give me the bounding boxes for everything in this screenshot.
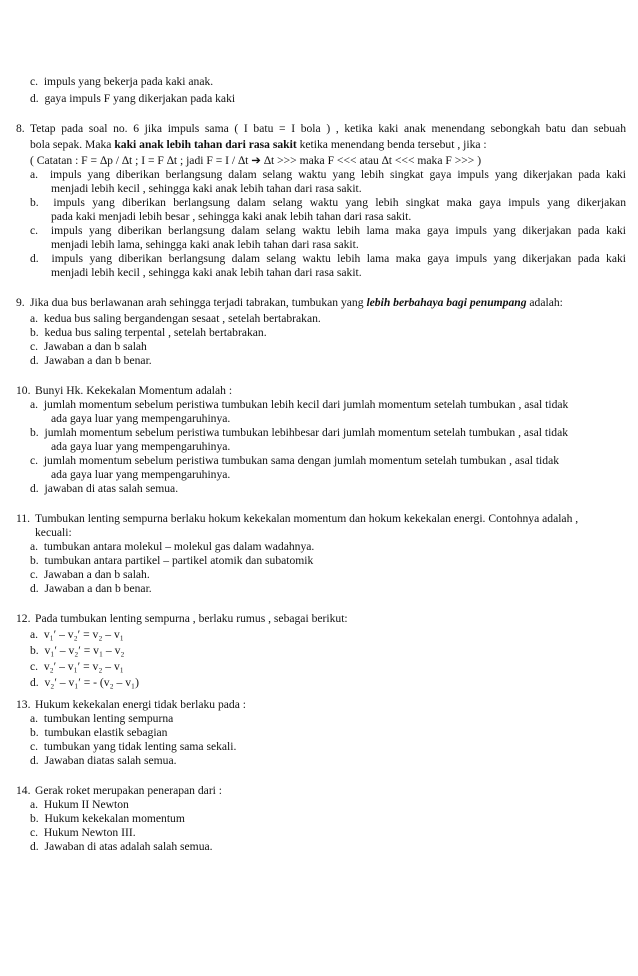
q8-option-b-cont: pada kaki menjadi lebih besar , sehingga kaki anak lebih tahan dari rasa sakit. [51, 210, 412, 223]
q10-stem: Bunyi Hk. Kekekalan Momentum adalah : [35, 384, 233, 397]
q10-option-b: b. jumlah momentum sebelum peristiwa tumbukan lebihbesar dari jumlah momentum setelah tumbukan , asal tidak [30, 426, 569, 439]
q12-option-a: a. v₁′ – v₂′ = v₂ – v₁ [30, 628, 124, 641]
q8-note: ( Catatan : F = ∆p / ∆t ; I = F ∆t ; jadi F = I / ∆t ➔ ∆t >>> maka F <<< atau ∆t <<< maka F >>> ) [30, 154, 482, 167]
q8-option-a: a. impuls yang diberikan berlangsung dalam selang waktu yang lebih singkat gaya impuls yang dikerjakan pada kaki [30, 168, 626, 181]
q8-option-c-cont: menjadi lebih lama, sehingga kaki anak lebih tahan dari rasa sakit. [51, 238, 359, 251]
q8-number: 8. [16, 122, 25, 135]
q11-option-d: d. Jawaban a dan b benar. [30, 582, 152, 595]
q13-option-d: d. Jawaban diatas salah semua. [30, 754, 177, 767]
q8-option-a-cont: menjadi lebih kecil , sehingga kaki anak lebih tahan dari rasa sakit. [51, 182, 362, 195]
q9-option-c: c. Jawaban a dan b salah [30, 340, 147, 353]
q14-number: 14. [16, 784, 31, 797]
q8-stem-line2: bola sepak. Maka kaki anak lebih tahan dari rasa sakit ketika menendang benda tersebut , jika : [30, 138, 487, 151]
q8-option-c: c. impuls yang diberikan berlangsung dalam selang waktu lebih lama maka gaya impuls yang dikerjakan pada kaki [30, 224, 626, 237]
q8-option-b: b. impuls yang diberikan berlangsung dalam selang waktu yang lebih singkat maka gaya impuls yang dikerjakan [30, 196, 626, 209]
q8-option-d-cont: menjadi lebih kecil , sehingga kaki anak lebih tahan dari rasa sakit. [51, 266, 362, 279]
q11-stem-line1: Tumbukan lenting sempurna berlaku hokum kekekalan momentum dan hokum kekekalan energi. Contohnya adalah , [35, 512, 579, 525]
q10-option-a-cont: ada gaya luar yang mempengaruhinya. [51, 412, 231, 425]
q10-option-c: c. jumlah momentum sebelum peristiwa tumbukan sama dengan jumlah momentum setelah tumbukan , asal tidak [30, 454, 560, 467]
q8-emphasis: kaki anak lebih tahan dari rasa sakit [114, 138, 297, 151]
q11-stem-line2: kecuali: [35, 526, 72, 539]
q11-option-b: b. tumbukan antara partikel – partikel atomik dan subatomik [30, 554, 314, 567]
q7-option-c: c. impuls yang bekerja pada kaki anak. [30, 75, 214, 88]
q9-emphasis: lebih berbahaya bagi penumpang [366, 296, 527, 309]
q12-option-b: b. v₁′ – v₂′ = v₁ – v₂ [30, 644, 125, 657]
q7-option-d: d. gaya impuls F yang dikerjakan pada kaki [30, 92, 236, 105]
q9-option-b: b. kedua bus saling terpental , setelah bertabrakan. [30, 326, 267, 339]
q12-number: 12. [16, 612, 31, 625]
q13-option-b: b. tumbukan elastik sebagian [30, 726, 168, 739]
q14-option-c: c. Hukum Newton III. [30, 826, 136, 839]
q9-option-d: d. Jawaban a dan b benar. [30, 354, 152, 367]
q14-stem: Gerak roket merupakan penerapan dari : [35, 784, 223, 797]
q12-option-c: c. v₂′ – v₁′ = v₂ – v₁ [30, 660, 124, 673]
q10-option-c-cont: ada gaya luar yang mempengaruhinya. [51, 468, 231, 481]
q10-option-d: d. jawaban di atas salah semua. [30, 482, 179, 495]
q13-option-c: c. tumbukan yang tidak lenting sama sekali. [30, 740, 237, 753]
q10-option-a: a. jumlah momentum sebelum peristiwa tumbukan lebih kecil dari jumlah momentum setelah tumbukan , asal tidak [30, 398, 569, 411]
q11-number: 11. [16, 512, 31, 525]
q9-option-a: a. kedua bus saling bergandengan sesaat , setelah bertabrakan. [30, 312, 321, 325]
q14-option-a: a. Hukum II Newton [30, 798, 129, 811]
q11-option-a: a. tumbukan antara molekul – molekul gas dalam wadahnya. [30, 540, 315, 553]
q10-number: 10. [16, 384, 31, 397]
q12-option-d: d. v₂′ – v₁′ = - (v₂ – v₁) [30, 676, 139, 689]
q10-option-b-cont: ada gaya luar yang mempengaruhinya. [51, 440, 231, 453]
q13-option-a: a. tumbukan lenting sempurna [30, 712, 174, 725]
q9-number: 9. [16, 296, 25, 309]
q9-stem: Jika dua bus berlawanan arah sehingga terjadi tabrakan, tumbukan yang lebih berbahaya bagi penumpang adalah: [30, 296, 563, 309]
q8-stem-line1: Tetap pada soal no. 6 jika impuls sama ( I batu = I bola ) , ketika kaki anak menendang sebongkah batu dan sebuah [30, 122, 626, 135]
q14-option-d: d. Jawaban di atas adalah salah semua. [30, 840, 213, 853]
q8-option-d: d. impuls yang diberikan berlangsung dalam selang waktu lebih lama maka gaya impuls yang dikerjakan pada kaki [30, 252, 626, 265]
q12-stem: Pada tumbukan lenting sempurna , berlaku rumus , sebagai berikut: [35, 612, 348, 625]
q13-number: 13. [16, 698, 31, 711]
q14-option-b: b. Hukum kekekalan momentum [30, 812, 185, 825]
q11-option-c: c. Jawaban a dan b salah. [30, 568, 150, 581]
q13-stem: Hukum kekekalan energi tidak berlaku pada : [35, 698, 246, 711]
